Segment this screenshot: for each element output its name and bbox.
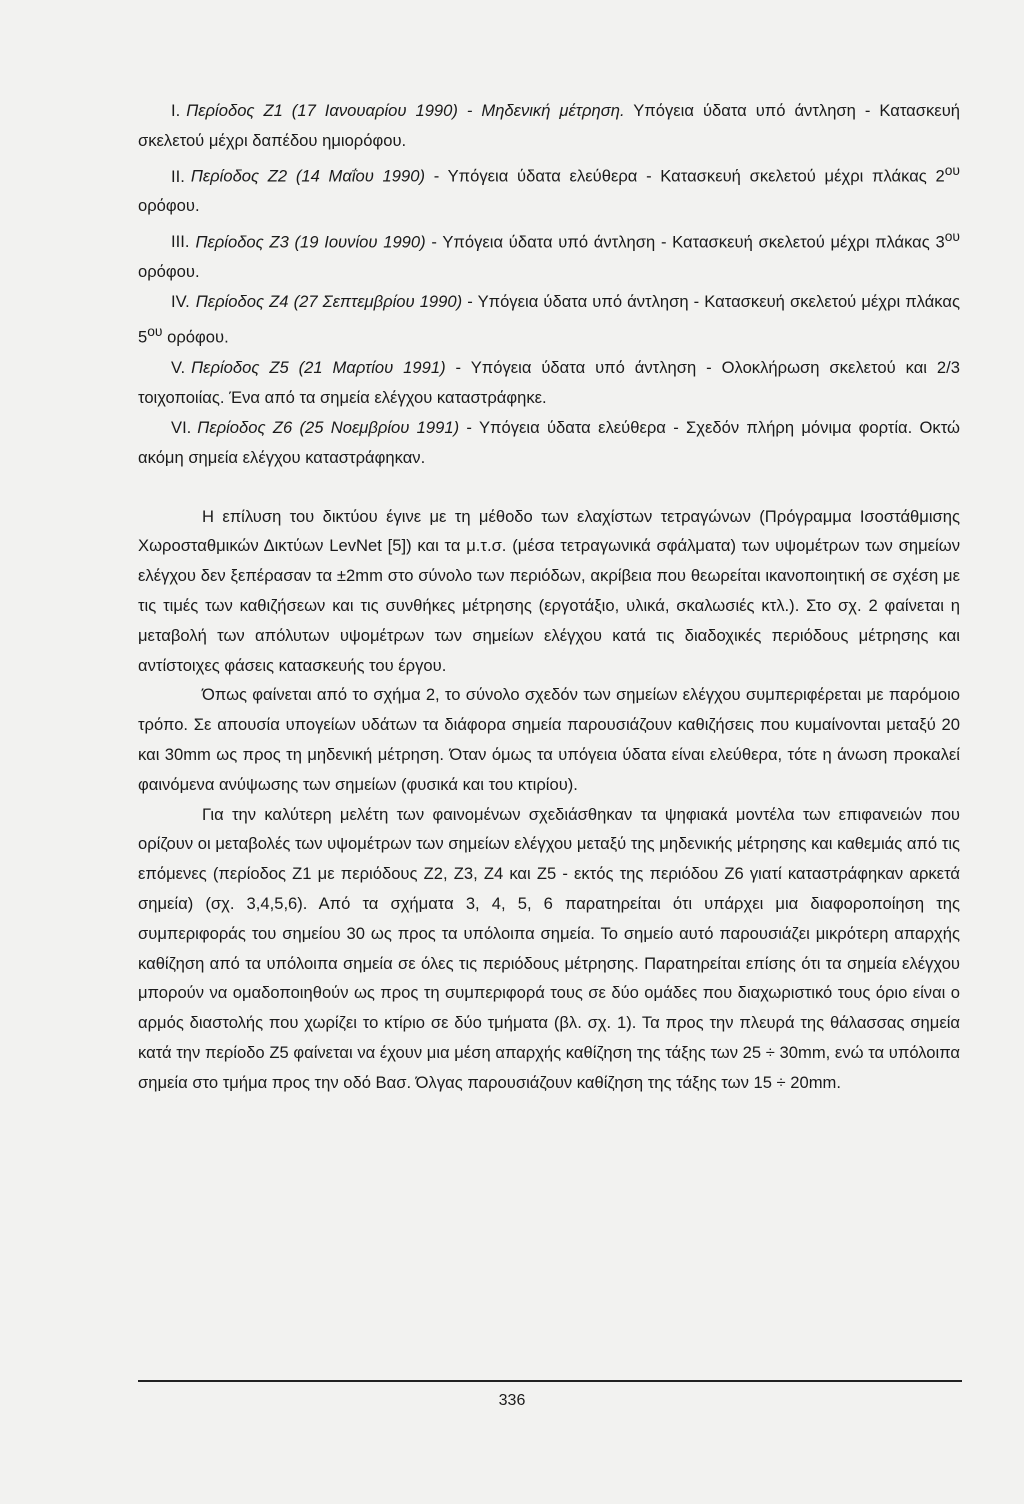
page-number: 336	[498, 1392, 526, 1409]
ordinal-superscript: ου	[147, 323, 163, 340]
item-text-end: ορόφου.	[138, 262, 200, 282]
list-item	[138, 156, 960, 221]
item-text: - Υπόγεια ύδατα υπό άντληση - Ολοκλήρωση σκελετού και 2/3 τοιχοποιίας. Ένα από τα σημεία ελέγχου καταστράφηκε.	[138, 357, 960, 407]
period-title: Περίοδος Ζ3 (19 Ιουνίου 1990)	[195, 232, 426, 252]
period-title: Περίοδος Ζ2 (14 Μαΐου 1990)	[190, 166, 425, 186]
item-number: II.	[171, 166, 185, 186]
period-title: Περίοδος Ζ1 (17 Ιανουαρίου 1990) - Μηδενική μέτρηση.	[186, 101, 625, 120]
item-number: I.	[171, 101, 181, 120]
item-text: - Υπόγεια ύδατα υπό άντληση - Κατασκευή σκελετού μέχρι πλάκας 5	[138, 292, 960, 347]
period-title: Περίοδος Ζ6 (25 Νοεμβρίου 1991)	[197, 418, 460, 438]
list-item	[138, 96, 960, 156]
item-text-end: ορόφου.	[138, 196, 200, 216]
item-number: VI.	[171, 418, 192, 438]
item-text: Υπόγεια ύδατα υπό άντληση - Κατασκευή σκελετού μέχρι δαπέδου ημιορόφου.	[138, 101, 960, 150]
item-text: - Υπόγεια ύδατα υπό άντληση - Κατασκευή σκελετού μέχρι πλάκας 3	[425, 232, 945, 252]
page-body	[138, 96, 960, 1098]
body-paragraph: Η επίλυση του δικτύου έγινε με τη μέθοδο των ελαχίστων τετραγώνων (Πρόγραμμα Ισοστάθμισης Χωροσταθμικών Δικτύων LevNet [5]) και τα μ.τ.σ. (μέσα τετραγωνικά σφάλματα) των υψομέτρων των σημείων ελέγχου δεν ξεπέρασαν τα ±2mm στο σύνολο των περιόδων, ακρίβεια που θεωρείται ικανοποιητική σε σχέση με τις τιμές των καθιζήσεων και τις συνθήκες μέτρησης (εργοτάξιο, υλικά, σκαλωσιές κτλ.). Στο σχ. 2 φαίνεται η μεταβολή των απόλυτων υψομέτρων των σημείων ελέγχου κατά τις διαδοχικές περιόδους μέτρησης και αντίστοιχες φάσεις κατασκευής του έργου.	[138, 506, 960, 675]
list-item	[138, 413, 960, 473]
period-title: Περίοδος Ζ4 (27 Σεπτεμβρίου 1990)	[195, 292, 463, 312]
item-number: III.	[171, 232, 190, 252]
body-paragraph: Όπως φαίνεται από το σχήμα 2, το σύνολο σχεδόν των σημείων ελέγχου συμπεριφέρεται με παρόμοιο τρόπο. Σε απουσία υπογείων υδάτων τα διάφορα σημεία παρουσιάζουν καθιζήσεις που κυμαίνονται μεταξύ 20 και 30mm ως προς τη μηδενική μέτρηση. Όταν όμως τα υπόγεια ύδατα είναι ελεύθερα, τότε η άνωση προκαλεί φαινόμενα ανύψωσης των σημείων (φυσικά και του κτιρίου).	[138, 685, 960, 794]
item-text: - Υπόγεια ύδατα ελεύθερα - Κατασκευή σκελετού μέχρι πλάκας 2	[425, 166, 945, 186]
item-number: V.	[171, 357, 186, 377]
list-item	[138, 353, 960, 413]
list-item	[138, 287, 960, 352]
item-text: - Υπόγεια ύδατα ελεύθερα - Σχεδόν πλήρη μόνιμα φορτία. Οκτώ ακόμη σημεία ελέγχου καταστράφηκαν.	[138, 418, 960, 467]
footer-rule	[138, 1380, 962, 1382]
ordinal-superscript: ου	[944, 227, 960, 244]
body-paragraph: Για την καλύτερη μελέτη των φαινομένων σχεδιάσθηκαν τα ψηφιακά μοντέλα των επιφανειών που ορίζουν οι μεταβολές των υψομέτρων των σημείων ελέγχου μεταξύ της μηδενικής μέτρησης και καθεμιάς από τις επόμενες (περίοδος Ζ1 με περιόδους Ζ2, Ζ3, Ζ4 και Ζ5 - εκτός της περιόδου Ζ6 γιατί καταστράφηκαν αρκετά σημεία) (σχ. 3,4,5,6). Από τα σχήματα 3, 4, 5, 6 παρατηρείται ότι υπάρχει μια διαφοροποίηση της συμπεριφοράς του σημείου 30 ως προς τα υπόλοιπα σημεία. Το σημείο αυτό παρουσιάζει μικρότερη απαρχής καθίζηση από τα υπόλοιπα σημεία σε όλες τις περιόδους μέτρησης. Παρατηρείται επίσης ότι τα σημεία ελέγχου μπορούν να ομαδοποιηθούν ως προς τη συμπεριφορά τους σε δύο ομάδες που διαχωριστικό τους όριο είναι ο αρμός διαστολής που χωρίζει το κτίριο σε δύο τμήματα (βλ. σχ. 1). Τα προς την πλευρά της θάλασσας σημεία κατά την περίοδο Ζ5 φαίνεται να έχουν μια μέση απαρχής καθίζηση της τάξης των 25 ÷ 30mm, ενώ τα υπόλοιπα σημεία στο τμήμα προς την οδό Βασ. Όλγας παρουσιάζουν καθίζηση της τάξης των 15 ÷ 20mm.	[138, 804, 960, 1092]
period-title: Περίοδος Ζ5 (21 Μαρτίου 1991)	[191, 357, 446, 377]
item-number: IV.	[171, 292, 190, 312]
item-text-end: ορόφου.	[162, 327, 229, 347]
ordinal-superscript: ου	[944, 162, 960, 179]
list-item	[138, 222, 960, 287]
